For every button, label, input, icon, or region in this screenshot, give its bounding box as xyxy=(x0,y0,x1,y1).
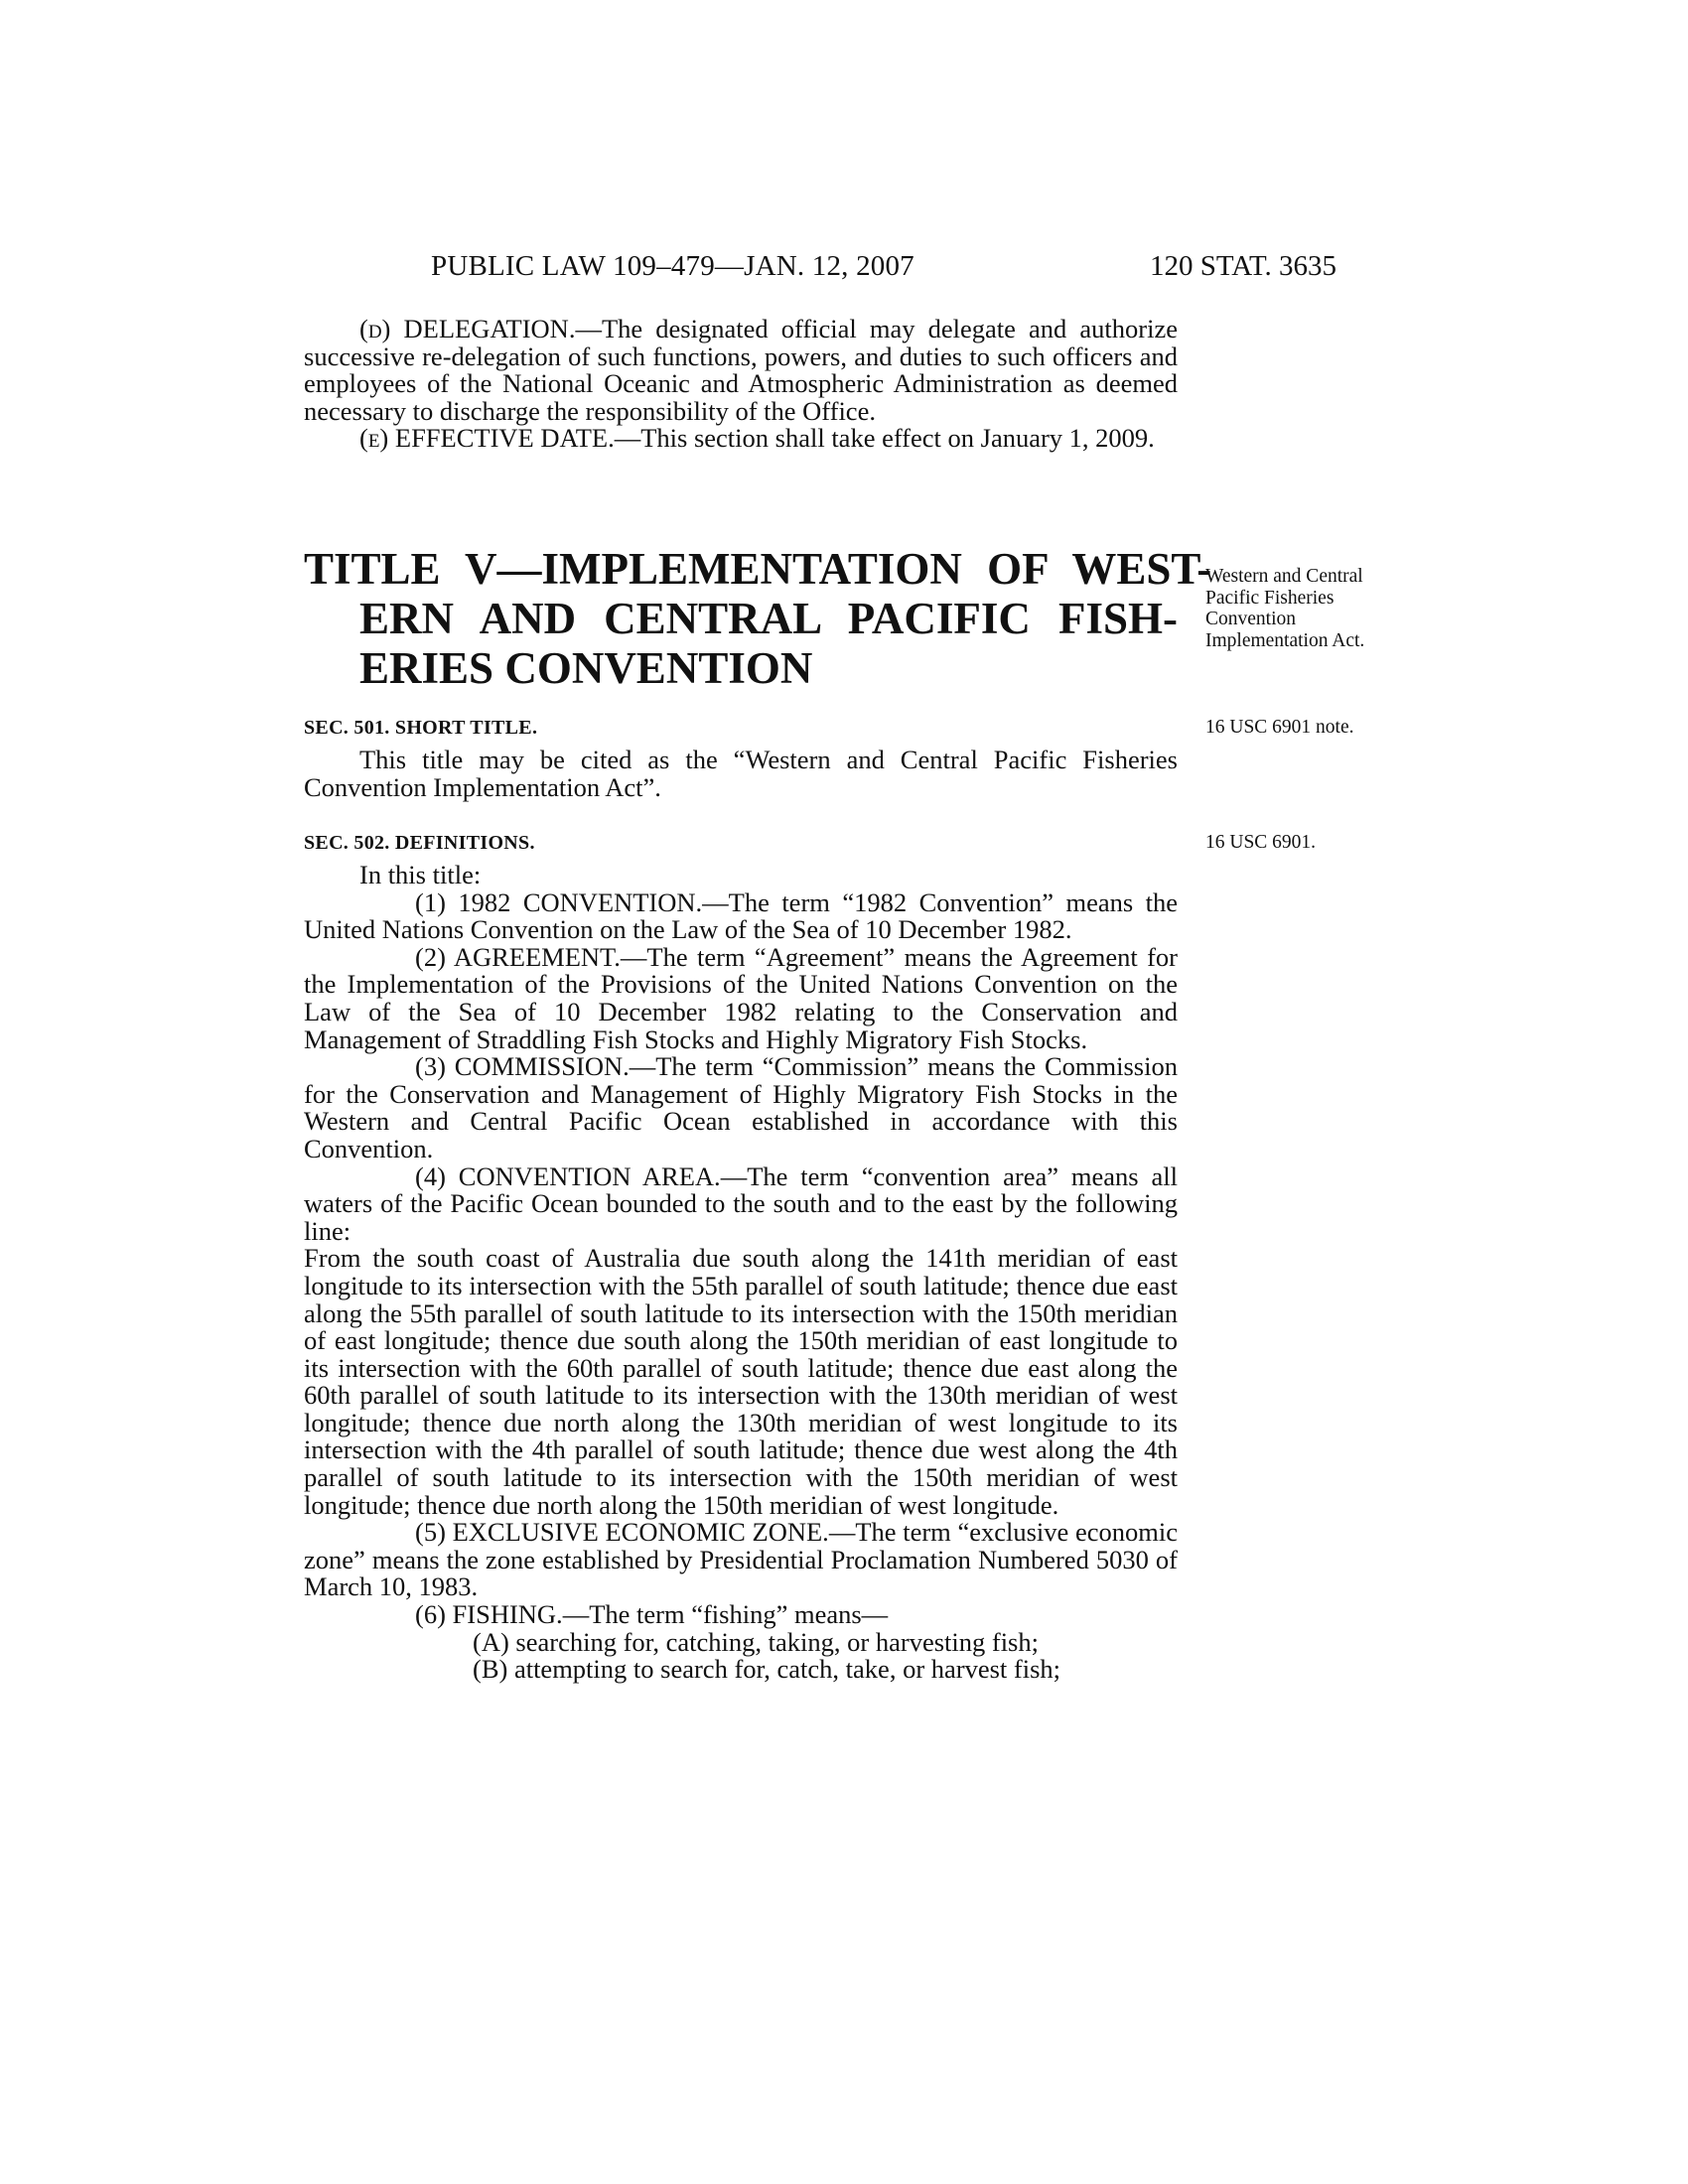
definition-4-text: —The term “convention area” means all waters of the Pacific Ocean bounded to the south and to the east by the following line: xyxy=(304,1160,1178,1246)
title-line-2: ERN AND CENTRAL PACIFIC FISH- xyxy=(359,594,1178,643)
sec-501-text: This title may be cited as the “Western and Central Pacific Fisheries Convention Implementation Act”. xyxy=(304,745,1178,802)
definition-6 xyxy=(304,1601,1178,1629)
subsection-e-text: —This section shall take effect on January 1, 2009. xyxy=(614,423,1155,454)
intro-subsections xyxy=(304,316,1178,453)
definition-4 xyxy=(304,1160,1178,1246)
header-public-law: PUBLIC LAW 109–479—JAN. 12, 2007 xyxy=(431,250,914,282)
subsection-d-text: —The designated official may delegate and authorize successive re-delegation of such functions, powers, and duties to such officers and employees of the National Oceanic and Atmospheric Administration as deemed necessary to discharge the responsibility of the Office. xyxy=(304,314,1178,426)
subsection-d xyxy=(304,316,1178,425)
margin-note-sec502: 16 USC 6901. xyxy=(1205,832,1317,853)
header-stat-page: 120 STAT. 3635 xyxy=(1150,250,1337,282)
subsection-e-label: (e) EFFECTIVE DATE. xyxy=(359,423,615,454)
margin-note-sec501: 16 USC 6901 note. xyxy=(1205,717,1354,738)
definition-3-label: (3) COMMISSION. xyxy=(415,1051,630,1082)
definition-5-label: (5) EXCLUSIVE ECONOMIC ZONE. xyxy=(415,1517,829,1548)
sec-501-heading: SEC. 501. SHORT TITLE. xyxy=(304,717,538,739)
definition-1-text: —The term “1982 Convention” means the United Nations Convention on the Law of the Sea of 10 December 1982. xyxy=(304,887,1178,945)
definition-5-text: —The term “exclusive economic zone” means the zone established by Presidential Proclamation Numbered 5030 of March 10, 1983. xyxy=(304,1517,1178,1602)
definition-5 xyxy=(304,1519,1178,1601)
definition-4-label: (4) CONVENTION AREA. xyxy=(415,1160,721,1191)
running-header xyxy=(0,250,1688,290)
sec-502-heading: SEC. 502. DEFINITIONS. xyxy=(304,832,535,854)
definition-6-a: (A) searching for, catching, taking, or harvesting fish; xyxy=(473,1626,1039,1657)
subsection-d-label: (d) DELEGATION. xyxy=(359,314,576,343)
definition-1-label: (1) 1982 CONVENTION. xyxy=(415,887,703,917)
margin-note-act: Western and Central Pacific Fisheries Convention Implementation Act. xyxy=(1205,566,1365,651)
title-line-1: TITLE V—IMPLEMENTATION OF WEST- xyxy=(304,544,1212,594)
definition-6-b: (B) attempting to search for, catch, take, or harvest fish; xyxy=(473,1654,1061,1685)
definition-6-text: —The term “fishing” means— xyxy=(562,1599,889,1630)
title-heading xyxy=(304,544,1212,693)
subsection-e xyxy=(304,425,1178,453)
sec-502-lead: In this title: xyxy=(359,860,482,889)
definition-2-text: —The term “Agreement” means the Agreement for the Implementation of the Provisions of the United Nations Convention on the Law of the Sea of 10 December 1982 relating to the Conservation and Management of Straddling Fish Stocks and Highly Migratory Fish Stocks. xyxy=(304,941,1178,1054)
title-line-3: ERIES CONVENTION xyxy=(359,643,813,693)
definition-4-boundary: From the south coast of Australia due south along the 141th meridian of east longitude to its intersection with the 55th parallel of south latitude; thence due east along the 55th parallel of south latitude to its intersection with the 150th meridian of east longitude; thence due south along the 150th meridian of east longitude to its intersection with the 60th parallel of south latitude; thence due east along the 60th parallel of south latitude to its intersection with the 130th meridian of west longitude; thence due north along the 130th meridian of west longitude to its intersection with the 4th parallel of south latitude; thence due west along the 4th parallel of south latitude to its intersection with the 150th meridian of west longitude; thence due north along the 150th meridian of west longitude. xyxy=(304,1243,1178,1520)
definition-3 xyxy=(304,1053,1178,1162)
sec-502-body xyxy=(304,862,1178,1684)
definition-2 xyxy=(304,941,1178,1054)
sec-501-body xyxy=(304,747,1178,801)
definition-3-text: —The term “Commission” means the Commission for the Conservation and Management of Highly Migratory Fish Stocks in the Western and Central Pacific Ocean established in accordance with this Convention. xyxy=(304,1051,1178,1163)
definition-1 xyxy=(304,889,1178,944)
definition-2-label: (2) AGREEMENT. xyxy=(415,941,621,972)
definition-6-label: (6) FISHING. xyxy=(415,1599,563,1630)
